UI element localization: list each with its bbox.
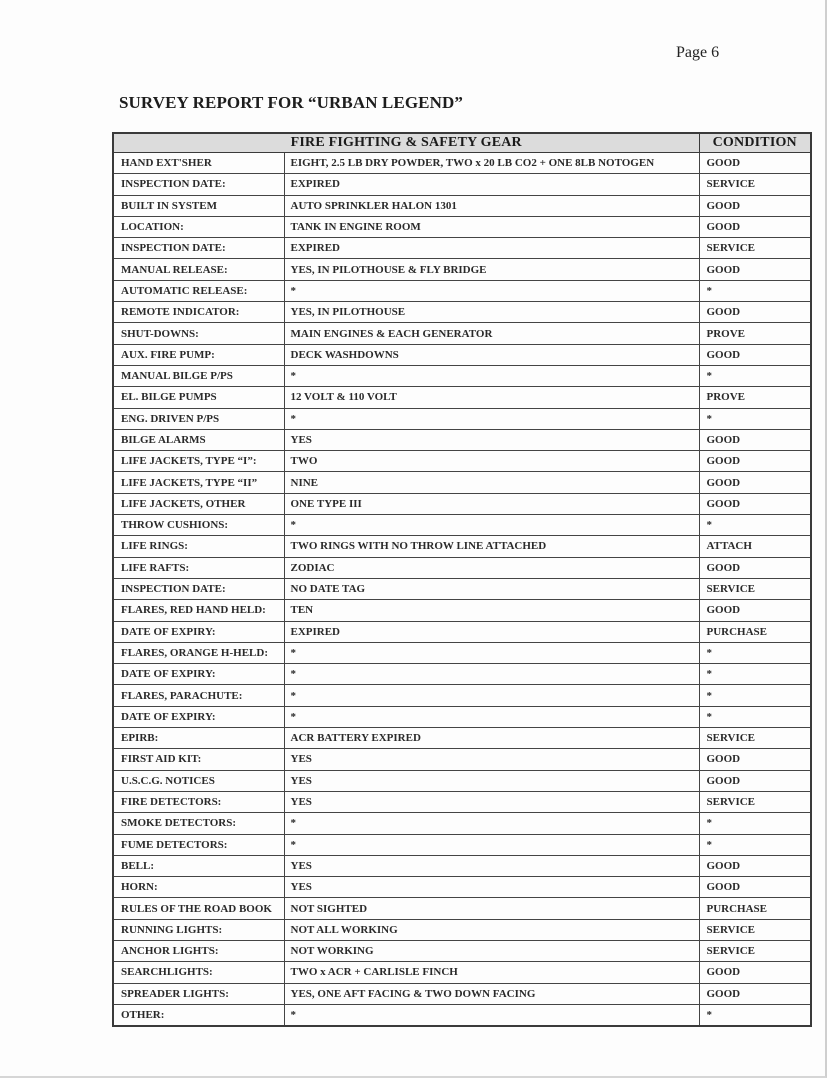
table-row [113, 791, 811, 812]
condition-cell: GOOD [699, 557, 811, 578]
table-row [113, 536, 811, 557]
item-cell: FIRST AID KIT: [113, 749, 284, 770]
detail-cell: 12 VOLT & 110 VOLT [284, 387, 699, 408]
item-cell: MANUAL BILGE P/PS [113, 365, 284, 386]
condition-cell: * [699, 685, 811, 706]
table-row [113, 877, 811, 898]
detail-cell: * [284, 1004, 699, 1026]
table-row [113, 387, 811, 408]
condition-cell: ATTACH [699, 536, 811, 557]
item-cell: BUILT IN SYSTEM [113, 195, 284, 216]
condition-cell: GOOD [699, 153, 811, 174]
table-row [113, 557, 811, 578]
detail-cell: EXPIRED [284, 238, 699, 259]
detail-cell: ONE TYPE III [284, 493, 699, 514]
condition-cell: PURCHASE [699, 621, 811, 642]
table-row [113, 642, 811, 663]
condition-cell: * [699, 280, 811, 301]
table-row [113, 600, 811, 621]
condition-cell: SERVICE [699, 238, 811, 259]
condition-cell: GOOD [699, 749, 811, 770]
item-cell: HAND EXT'SHER [113, 153, 284, 174]
detail-cell: * [284, 834, 699, 855]
table-row [113, 451, 811, 472]
condition-cell: PURCHASE [699, 898, 811, 919]
item-cell: RUNNING LIGHTS: [113, 919, 284, 940]
detail-cell: NO DATE TAG [284, 578, 699, 599]
detail-cell: * [284, 280, 699, 301]
table-row [113, 706, 811, 727]
detail-cell: YES [284, 749, 699, 770]
table-row [113, 408, 811, 429]
detail-cell: TANK IN ENGINE ROOM [284, 216, 699, 237]
item-cell: FUME DETECTORS: [113, 834, 284, 855]
item-cell: MANUAL RELEASE: [113, 259, 284, 280]
table-row [113, 515, 811, 536]
detail-cell: TWO x ACR + CARLISLE FINCH [284, 962, 699, 983]
item-cell: INSPECTION DATE: [113, 578, 284, 599]
table-row [113, 493, 811, 514]
table-row [113, 728, 811, 749]
condition-cell: SERVICE [699, 728, 811, 749]
item-cell: BILGE ALARMS [113, 429, 284, 450]
table-row [113, 621, 811, 642]
table-row [113, 919, 811, 940]
item-cell: LIFE JACKETS, TYPE “I”: [113, 451, 284, 472]
condition-header: CONDITION [699, 133, 811, 153]
item-cell: INSPECTION DATE: [113, 238, 284, 259]
condition-cell: GOOD [699, 877, 811, 898]
item-cell: EPIRB: [113, 728, 284, 749]
condition-cell: SERVICE [699, 174, 811, 195]
condition-cell: SERVICE [699, 919, 811, 940]
item-cell: LIFE RINGS: [113, 536, 284, 557]
item-cell: THROW CUSHIONS: [113, 515, 284, 536]
detail-cell: AUTO SPRINKLER HALON 1301 [284, 195, 699, 216]
item-cell: LOCATION: [113, 216, 284, 237]
table-row [113, 940, 811, 961]
condition-cell: * [699, 365, 811, 386]
item-cell: FIRE DETECTORS: [113, 791, 284, 812]
condition-cell: PROVE [699, 387, 811, 408]
detail-cell: NOT WORKING [284, 940, 699, 961]
condition-cell: * [699, 664, 811, 685]
condition-cell: GOOD [699, 451, 811, 472]
item-cell: BELL: [113, 855, 284, 876]
detail-cell: TWO RINGS WITH NO THROW LINE ATTACHED [284, 536, 699, 557]
detail-cell: YES [284, 429, 699, 450]
detail-cell: NINE [284, 472, 699, 493]
detail-cell: * [284, 642, 699, 663]
item-cell: LIFE RAFTS: [113, 557, 284, 578]
detail-cell: * [284, 664, 699, 685]
report-title: SURVEY REPORT FOR “URBAN LEGEND” [119, 93, 463, 112]
table-row [113, 259, 811, 280]
detail-cell: YES [284, 791, 699, 812]
detail-cell: * [284, 408, 699, 429]
detail-cell: TWO [284, 451, 699, 472]
condition-cell: GOOD [699, 983, 811, 1004]
table-row [113, 302, 811, 323]
item-cell: HORN: [113, 877, 284, 898]
condition-cell: GOOD [699, 600, 811, 621]
table-row [113, 664, 811, 685]
item-cell: FLARES, PARACHUTE: [113, 685, 284, 706]
item-cell: SPREADER LIGHTS: [113, 983, 284, 1004]
condition-cell: * [699, 515, 811, 536]
detail-cell: NOT SIGHTED [284, 898, 699, 919]
item-cell: SEARCHLIGHTS: [113, 962, 284, 983]
detail-cell: YES [284, 877, 699, 898]
detail-cell: EIGHT, 2.5 LB DRY POWDER, TWO x 20 LB CO2 + ONE 8LB NOTOGEN [284, 153, 699, 174]
table-header-row [113, 133, 811, 153]
safety-gear-table [112, 132, 812, 1027]
detail-cell: YES, ONE AFT FACING & TWO DOWN FACING [284, 983, 699, 1004]
condition-cell: * [699, 408, 811, 429]
condition-cell: GOOD [699, 259, 811, 280]
table-body [113, 153, 811, 1027]
table-row [113, 834, 811, 855]
table-row [113, 174, 811, 195]
condition-cell: GOOD [699, 493, 811, 514]
table-row [113, 983, 811, 1004]
table-row [113, 238, 811, 259]
item-cell: U.S.C.G. NOTICES [113, 770, 284, 791]
item-cell: FLARES, ORANGE H-HELD: [113, 642, 284, 663]
table-row [113, 813, 811, 834]
condition-cell: * [699, 706, 811, 727]
section-header: FIRE FIGHTING & SAFETY GEAR [113, 133, 699, 153]
table-row [113, 749, 811, 770]
table-row [113, 365, 811, 386]
detail-cell: YES [284, 855, 699, 876]
item-cell: INSPECTION DATE: [113, 174, 284, 195]
condition-cell: * [699, 834, 811, 855]
table-row [113, 578, 811, 599]
table-row [113, 153, 811, 174]
condition-cell: GOOD [699, 855, 811, 876]
table-row [113, 472, 811, 493]
table-row [113, 1004, 811, 1026]
item-cell: EL. BILGE PUMPS [113, 387, 284, 408]
item-cell: REMOTE INDICATOR: [113, 302, 284, 323]
item-cell: SMOKE DETECTORS: [113, 813, 284, 834]
table-row [113, 429, 811, 450]
detail-cell: * [284, 706, 699, 727]
table-row [113, 344, 811, 365]
item-cell: ANCHOR LIGHTS: [113, 940, 284, 961]
condition-cell: GOOD [699, 302, 811, 323]
item-cell: ENG. DRIVEN P/PS [113, 408, 284, 429]
table-row [113, 962, 811, 983]
detail-cell: MAIN ENGINES & EACH GENERATOR [284, 323, 699, 344]
page-number: Page 6 [676, 44, 720, 61]
detail-cell: * [284, 813, 699, 834]
condition-cell: GOOD [699, 429, 811, 450]
detail-cell: * [284, 515, 699, 536]
condition-cell: SERVICE [699, 578, 811, 599]
item-cell: DATE OF EXPIRY: [113, 664, 284, 685]
detail-cell: YES, IN PILOTHOUSE & FLY BRIDGE [284, 259, 699, 280]
item-cell: SHUT-DOWNS: [113, 323, 284, 344]
item-cell: DATE OF EXPIRY: [113, 706, 284, 727]
condition-cell: GOOD [699, 472, 811, 493]
detail-cell: YES, IN PILOTHOUSE [284, 302, 699, 323]
detail-cell: YES [284, 770, 699, 791]
table-row [113, 898, 811, 919]
table-row [113, 280, 811, 301]
condition-cell: * [699, 1004, 811, 1026]
detail-cell: EXPIRED [284, 621, 699, 642]
item-cell: RULES OF THE ROAD BOOK [113, 898, 284, 919]
item-cell: DATE OF EXPIRY: [113, 621, 284, 642]
table-row [113, 216, 811, 237]
table-row [113, 770, 811, 791]
condition-cell: GOOD [699, 344, 811, 365]
item-cell: LIFE JACKETS, OTHER [113, 493, 284, 514]
condition-cell: * [699, 642, 811, 663]
condition-cell: SERVICE [699, 940, 811, 961]
table-row [113, 685, 811, 706]
condition-cell: GOOD [699, 770, 811, 791]
table-row [113, 855, 811, 876]
condition-cell: SERVICE [699, 791, 811, 812]
detail-cell: EXPIRED [284, 174, 699, 195]
table-row [113, 195, 811, 216]
detail-cell: TEN [284, 600, 699, 621]
detail-cell: * [284, 365, 699, 386]
item-cell: OTHER: [113, 1004, 284, 1026]
detail-cell: ZODIAC [284, 557, 699, 578]
table-row [113, 323, 811, 344]
item-cell: AUTOMATIC RELEASE: [113, 280, 284, 301]
condition-cell: GOOD [699, 216, 811, 237]
item-cell: LIFE JACKETS, TYPE “II” [113, 472, 284, 493]
detail-cell: DECK WASHDOWNS [284, 344, 699, 365]
condition-cell: GOOD [699, 195, 811, 216]
detail-cell: NOT ALL WORKING [284, 919, 699, 940]
detail-cell: ACR BATTERY EXPIRED [284, 728, 699, 749]
condition-cell: PROVE [699, 323, 811, 344]
condition-cell: * [699, 813, 811, 834]
condition-cell: GOOD [699, 962, 811, 983]
item-cell: AUX. FIRE PUMP: [113, 344, 284, 365]
item-cell: FLARES, RED HAND HELD: [113, 600, 284, 621]
detail-cell: * [284, 685, 699, 706]
